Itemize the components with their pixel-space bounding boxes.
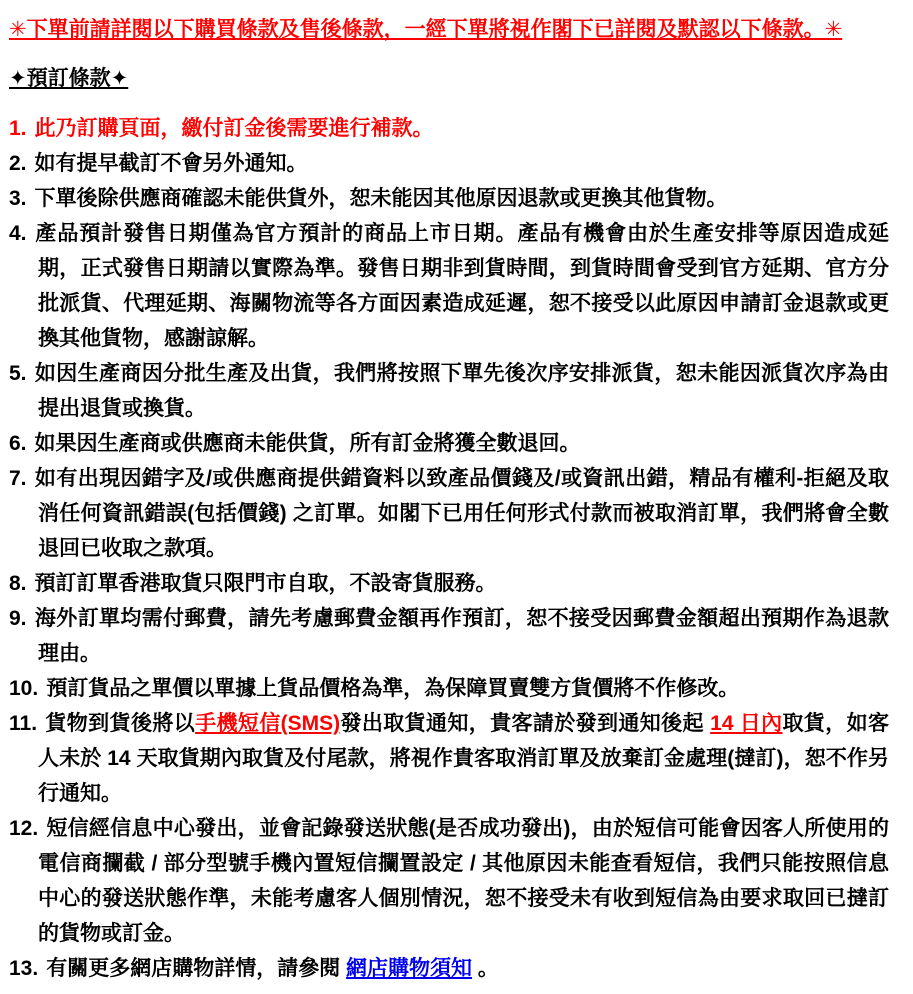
- term-number: 2.: [9, 152, 27, 175]
- term-item-4: [9, 216, 889, 356]
- term-text: 14 日內: [710, 712, 783, 735]
- term-number: 6.: [9, 432, 27, 455]
- term-number: 10.: [9, 677, 39, 700]
- term-text: 如因生產商因分批生產及出貨，我們將按照下單先後次序安排派貨，恕未能因派貨次序為由提出退貨或換貨。: [34, 362, 889, 420]
- term-text: 如有出現因錯字及/或供應商提供錯資料以致產品價錢及/或資訊出錯，精品有權利-拒絕及取消任何資訊錯誤(包括價錢) 之訂單。如閣下已用任何形式付款而被取消訂單，我們將會全數退回已收取之款項。: [34, 467, 889, 560]
- term-item-1: [9, 111, 889, 146]
- term-item-2: [9, 146, 889, 181]
- term-text: 海外訂單均需付郵費，請先考慮郵費金額再作預訂，恕不接受因郵費金額超出預期作為退款理由。: [34, 607, 889, 665]
- term-item-8: [9, 566, 889, 601]
- term-text: 有關更多網店購物詳情，請參閱: [46, 957, 347, 980]
- term-text: 下單後除供應商確認未能供貨外，恕未能因其他原因退款或更換其他貨物。: [34, 187, 728, 210]
- term-number: 5.: [9, 362, 27, 385]
- term-number: 1.: [9, 117, 27, 140]
- term-number: 3.: [9, 187, 27, 210]
- term-number: 12.: [9, 817, 39, 840]
- term-text: 如果因生產商或供應商未能供貨，所有訂金將獲全數退回。: [34, 432, 581, 455]
- store-shopping-guide-link[interactable]: 網店購物須知: [346, 957, 473, 980]
- term-number: 4.: [9, 222, 27, 245]
- term-text: 此乃訂購頁面，繳付訂金後需要進行補款。: [34, 117, 434, 140]
- term-item-6: [9, 426, 889, 461]
- term-item-13: [9, 951, 889, 986]
- term-item-10: [9, 671, 889, 706]
- term-text: 產品預計發售日期僅為官方預計的商品上市日期。產品有機會由於生產安排等原因造成延期，正式發售日期請以實際為準。發售日期非到貨時間，到貨時間會受到官方延期、官方分批派貨、代理延期、海關物流等各方面因素造成延遲，恕不接受以此原因申請訂金退款或更換其他貨物，感謝諒解。: [34, 222, 889, 350]
- term-number: 13.: [9, 957, 39, 980]
- term-text: 預訂訂單香港取貨只限門市自取，不設寄貨服務。: [34, 572, 497, 595]
- term-item-11: [9, 706, 889, 811]
- term-text: 手機短信(SMS): [195, 712, 341, 735]
- term-item-9: [9, 601, 889, 671]
- term-text: 發出取貨通知，貴客請於發到通知後起: [340, 712, 711, 735]
- term-item-3: [9, 181, 889, 216]
- term-text: 。: [472, 957, 499, 980]
- term-text: 短信經信息中心發出，並會記錄發送狀態(是否成功發出)，由於短信可能會因客人所使用的電信商攔截 / 部分型號手機內置短信攔置設定 / 其他原因未能查看短信，我們只能按照信息中心的發送狀態作準，未能考慮客人個別情況，恕不接受未有收到短信為由要求取回已撻訂的貨物或訂金。: [38, 817, 889, 945]
- term-number: 8.: [9, 572, 27, 595]
- term-text: 貨物到貨後將以: [45, 712, 196, 735]
- section-title-row: [9, 61, 889, 96]
- term-number: 9.: [9, 607, 27, 630]
- pre-order-warning-banner: ✳下單前請詳閱以下購買條款及售後條款，一經下單將視作閣下已詳閱及默認以下條款。✳: [9, 18, 843, 41]
- term-text: 如有提早截訂不會另外通知。: [34, 152, 308, 175]
- section-title-preorder-terms: ✦預訂條款✦: [9, 67, 129, 90]
- term-item-5: [9, 356, 889, 426]
- term-text: 取貨，如客人未於 14 天取貨期內取貨及付尾款，將視作貴客取消訂單及放棄訂金處理(撻訂)，恕不作另行通知。: [38, 712, 890, 805]
- term-number: 7.: [9, 467, 27, 490]
- terms-list: [9, 111, 889, 986]
- term-item-7: [9, 461, 889, 566]
- term-text: 預訂貨品之單價以單據上貨品價格為準，為保障買賣雙方貨價將不作修改。: [46, 677, 740, 700]
- term-item-12: [9, 811, 889, 951]
- term-number: 11.: [9, 712, 38, 735]
